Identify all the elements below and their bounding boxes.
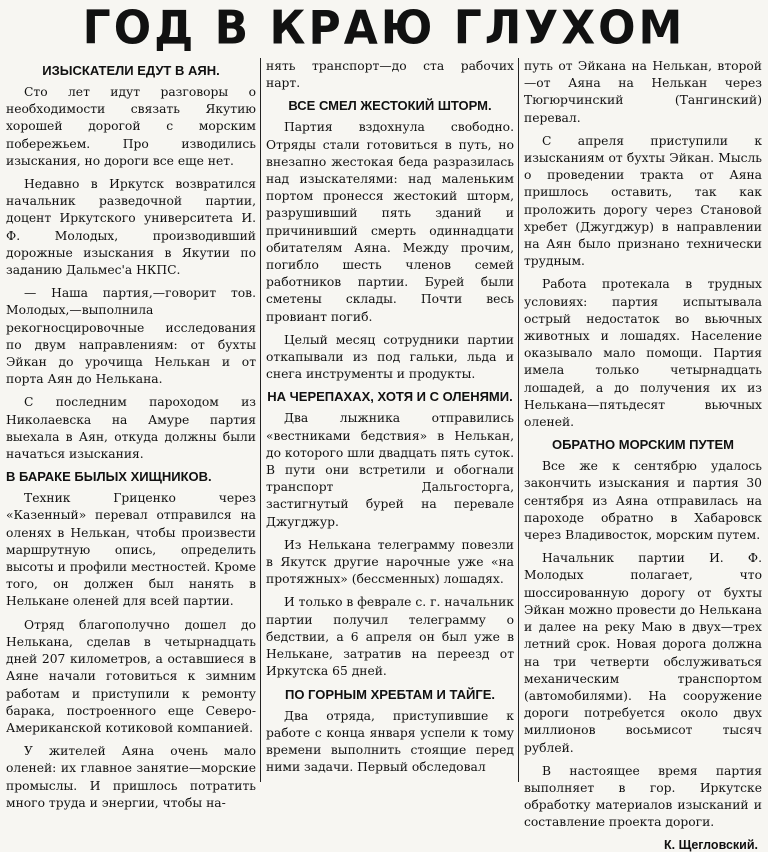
- paragraph: С последним пароходом из Николаевска на Амуре партия выехала в Аян, откуда должны были начаться изыскания.: [6, 395, 256, 462]
- paragraph: Техник Гриценко через «Казенный» перевал отправился на оленях в Нелькан, чтобы произвести маршрутную опись, определить высоты и профили местностей. Кроме того, он должен был нанять в Нелькане оленей для всей партии.: [6, 491, 256, 609]
- paragraph: нять транспорт—до ста рабочих нарт.: [266, 59, 514, 91]
- paragraph: Из Нелькана телеграмму повезли в Якутск другие нарочные уже «на протяжных» (бессменных) лошадях.: [266, 537, 514, 587]
- paragraph: Все же к сентябрю удалось закончить изыскания и партия 30 сентября из Аяна отправилась на пароходе обратно в Хабаровск через Владивосток, морским путем.: [524, 459, 762, 543]
- paragraph: Два отряда, приступившие к работе с конца января успели к тому времени выполнить стоящие перед ними задачи. Первый обследовал: [266, 708, 514, 775]
- paragraph: Отряд благополучно дошел до Нелькана, сделав в четырнадцать дней 207 километров, а оставшиеся в Аяне начали готовиться к зимним работам и приступили к ремонту барака, построенного еще Северо-Американской котиковой компанией.: [6, 617, 256, 735]
- section-heading: ВСЕ СМЕЛ ЖЕСТОКИЙ ШТОРМ.: [288, 98, 492, 114]
- column-1: [6, 58, 256, 810]
- paragraph: В настоящее время партия выполняет в гор. Иркутске обработку материалов изысканий и составление проекта дороги.: [524, 763, 762, 830]
- column-divider: [518, 58, 519, 782]
- column-2: [266, 58, 514, 782]
- paragraph: Сто лет идут разговоры о необходимости связать Якутию хорошей дорогой с морским побережьем. Про изводились изыскания, но дороги все еще нет.: [6, 85, 256, 168]
- section-heading: ИЗЫСКАТЕЛИ ЕДУТ В АЯН.: [42, 63, 220, 78]
- paragraph: Два лыжника отправились «вестниками бедствия» в Нелькан, до которого шли двадцать пять суток. В пути они встретили и обогнали транспорт Дальгосторга, застигнутый бурей на перевале Джугджур.: [266, 411, 514, 529]
- column-3: [524, 58, 762, 852]
- paragraph: Целый месяц сотрудники партии откапывали из под гальки, льда и снега инструменты и продукты.: [266, 332, 514, 382]
- section-heading: В БАРАКЕ БЫЛЫХ ХИЩНИКОВ.: [6, 469, 212, 485]
- paragraph: С апреля приступили к изысканиям от бухты Эйкан. Мысль о проведении тракта от Аяна пришлось оставить, так как проложить дорогу через Становой хребет (Джугджур) в направлении на Аян было признано технически трудным.: [524, 133, 762, 269]
- section-heading: ОБРАТНО МОРСКИМ ПУТЕМ: [551, 437, 735, 453]
- paragraph: Начальник партии И. Ф. Молодых полагает, что шоссированную дорогу от бухты Эйкан можно провести до Нелькана и далее на реку Маю в двух—трех летний срок. Новая дорога должна на три четверти обслуживаться механическим транспортом (автомобилями). На сооружение дороги потребуется около двух миллионов восьмисот тысяч рублей.: [524, 551, 762, 755]
- author-signature: К. Щегловский.: [664, 837, 758, 852]
- article-title: ГОД В КРАЮ ГЛУХОМ: [82, 1, 686, 56]
- section-heading: НА ЧЕРЕПАХАХ, ХОТЯ И С ОЛЕНЯМИ.: [267, 389, 513, 405]
- paragraph: У жителей Аяна очень мало оленей: их главное занятие—морские промыслы. И пришлось потратить много труда и энергии, чтобы на-: [6, 744, 256, 810]
- paragraph: — Наша партия,—говорит тов. Молодых,—выполнила рекогносцировочные исследования по двум направлениям: от бухты Эйкан до урочища Нелькан и от порта Аян до Нелькана.: [6, 286, 256, 387]
- column-divider: [260, 58, 261, 782]
- paragraph: Недавно в Иркутск возвратился начальник разведочной партии, доцент Иркутского университета И. Ф. Молодых, производивший дорожные изыскания в Якутии по заданию Дальмес'а НКПС.: [6, 177, 256, 278]
- paragraph: Работа протекала в трудных условиях: партия испытывала острый недостаток во вьючных животных и лошадях. Население оказывало мало помощи. Партия имела только четырнадцать лошадей, а до получения их из Нелькана—пятьдесят вьючных оленей.: [524, 277, 762, 430]
- section-heading: ПО ГОРНЫМ ХРЕБТАМ И ТАЙГЕ.: [284, 686, 496, 702]
- paragraph: путь от Эйкана на Нелькан, второй—от Аяна на Нелькан через Тюгюрчинский (Тангинский) перевал.: [524, 59, 762, 125]
- paragraph: Партия вздохнула свободно. Отряды стали готовиться в путь, но внезапно жестокая беда разразилась над изыскателями: над маленьким портом пронесся жестокий шторм, разрушивший пять зданий и причинивший смерть одиннадцати обитателям Аяна. Между прочим, погибло шесть членов семей работников партии. Бурей были сметены склады. Почти весь провиант погиб.: [266, 120, 514, 324]
- paragraph: И только в феврале с. г. начальник партии получил телеграмму о бедствии, а 6 апреля он был уже в Нелькане, затратив на переезд от Иркутска 65 дней.: [266, 595, 514, 679]
